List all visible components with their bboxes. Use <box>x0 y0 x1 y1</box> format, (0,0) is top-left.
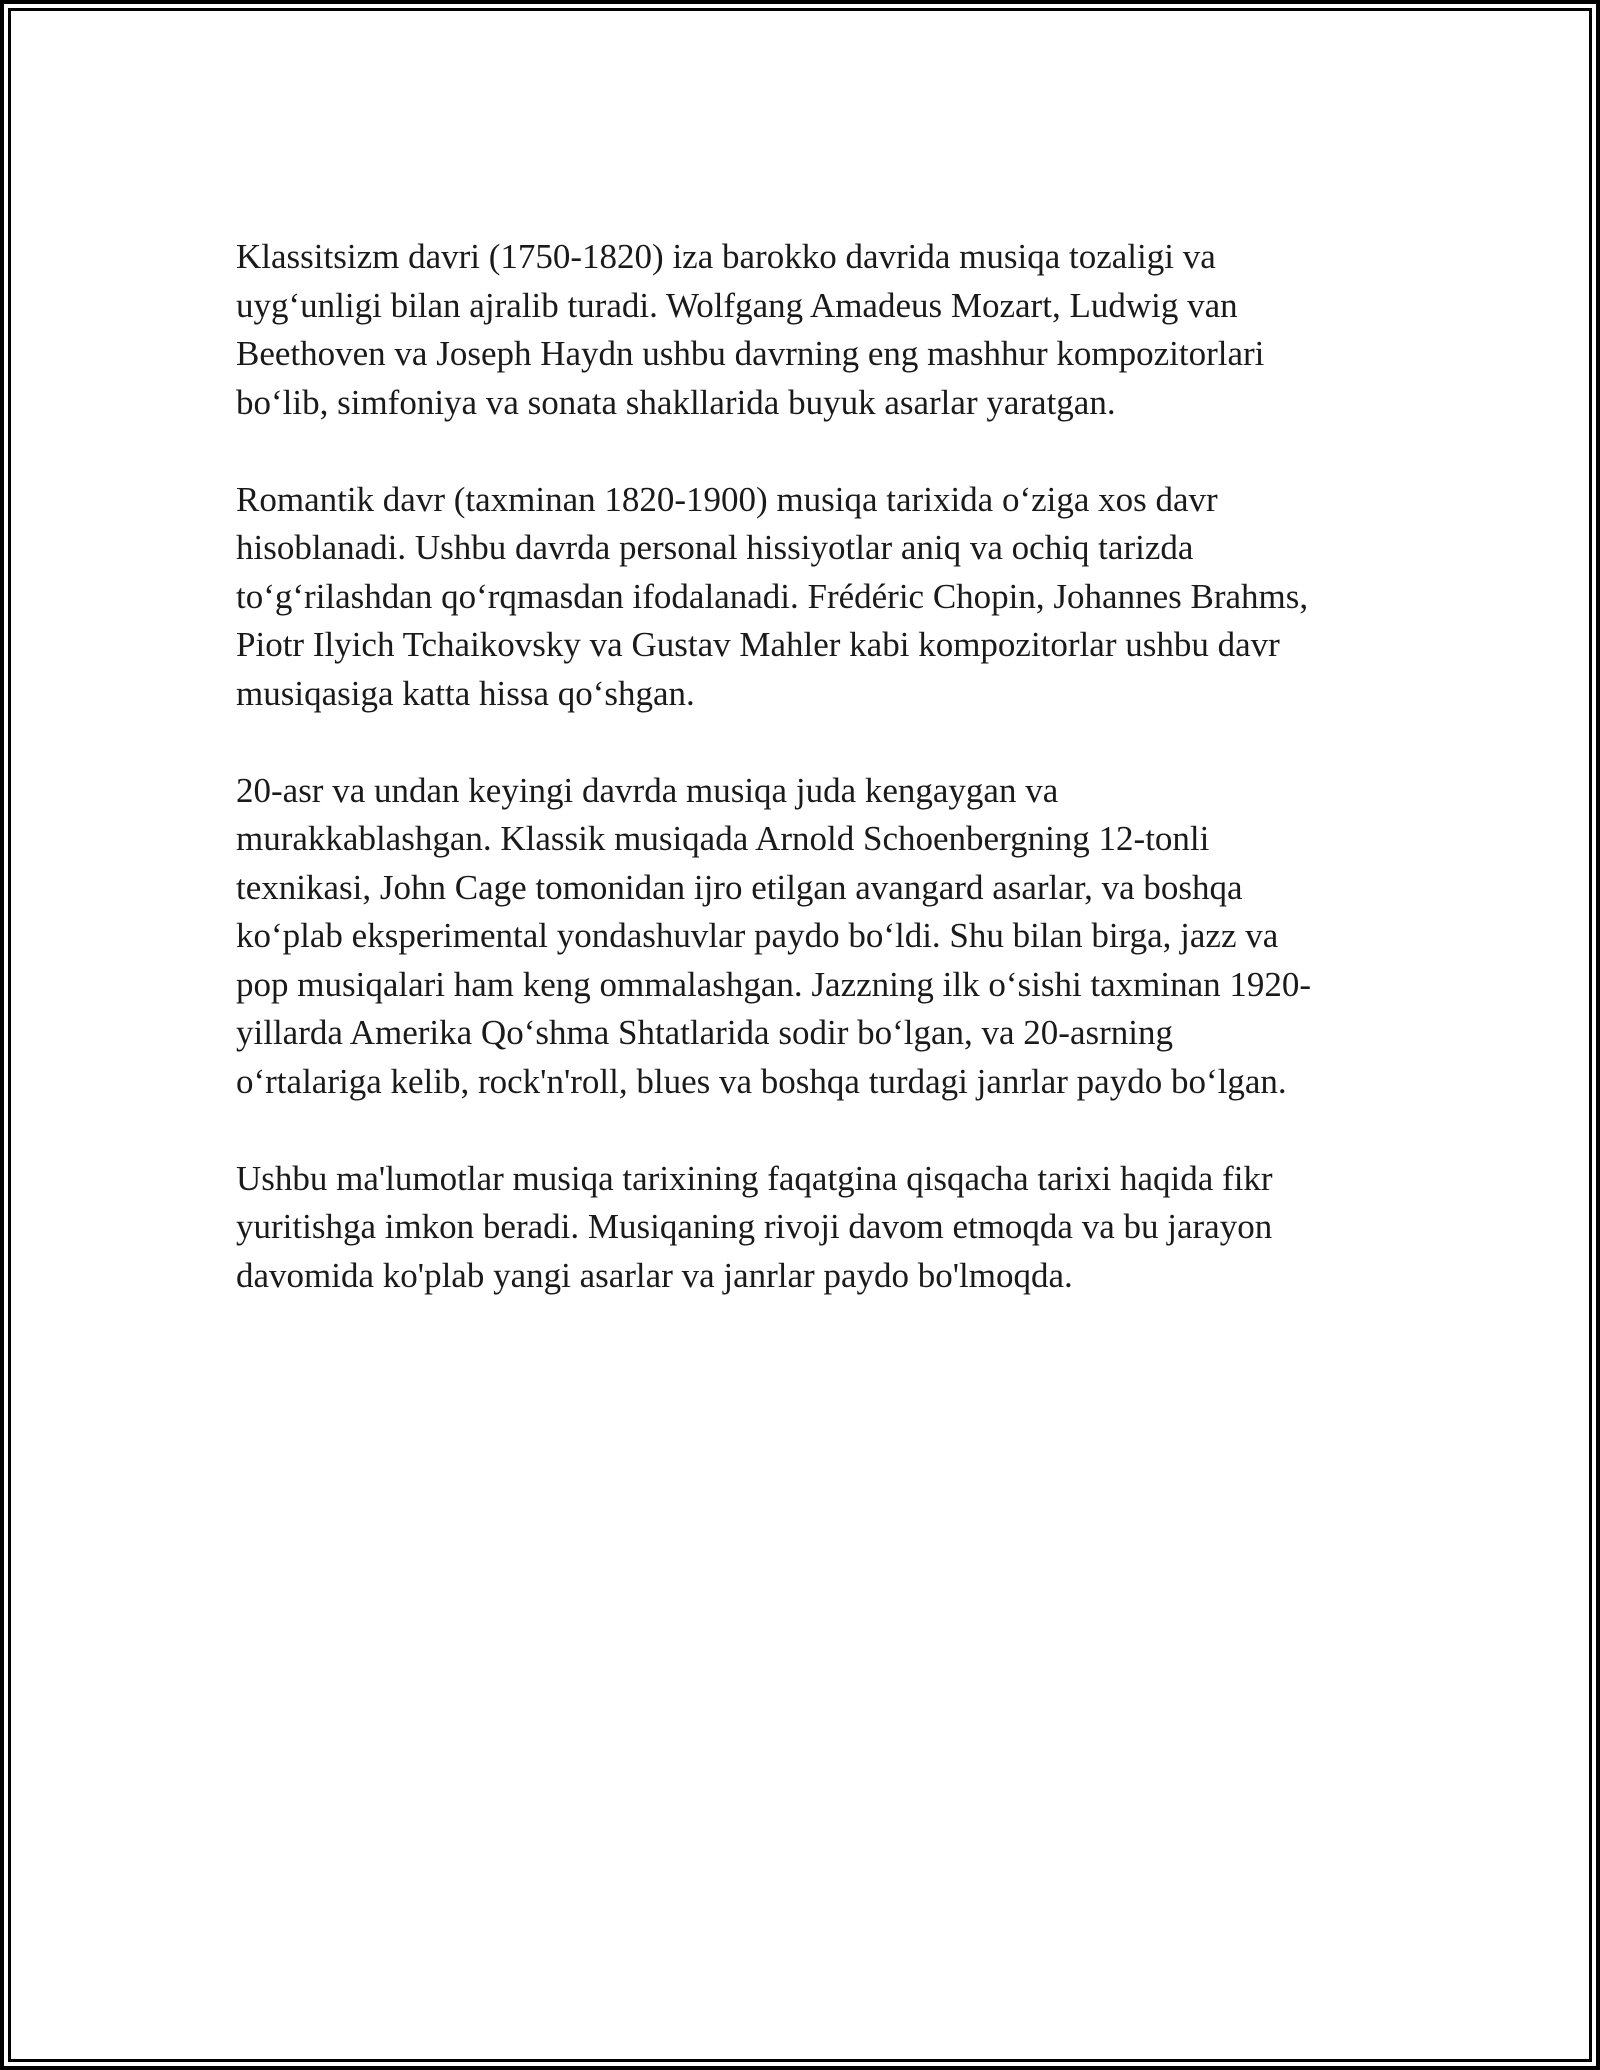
text-line: Ushbu ma'lumotlar musiqa tarixining faqatgina qisqacha tarixi haqida fikr <box>236 1158 1273 1198</box>
text-line: Piotr Ilyich Tchaikovsky va Gustav Mahler kabi kompozitorlar ushbu davr <box>236 625 1280 664</box>
text-line: murakkablashgan. Klassik musiqada Arnold Schoenbergning 12-tonli <box>236 819 1210 858</box>
text-line: Romantik davr (taxminan 1820-1900) musiqa tarixida oʻziga xos davr <box>236 479 1218 519</box>
text-line: boʻlib, simfoniya va sonata shakllarida buyuk asarlar yaratgan. <box>236 382 1116 422</box>
text-line: yuritishga imkon beradi. Musiqaning rivoji davom etmoqda va bu jarayon <box>236 1207 1273 1246</box>
text-line: Klassitsizm davri (1750-1820) iza barokko davrida musiqa tozaligi va <box>236 237 1216 276</box>
text-line: koʻplab eksperimental yondashuvlar paydo boʻldi. Shu bilan birga, jazz va <box>236 916 1279 955</box>
text-line: musiqasiga katta hissa qoʻshgan. <box>236 673 695 713</box>
text-line: 20-asr va undan keyingi davrda musiqa juda kengaygan va <box>236 770 1059 810</box>
paragraph <box>236 233 1416 427</box>
text-line: uygʻunligi bilan ajralib turadi. Wolfgang Amadeus Mozart, Ludwig van <box>236 285 1238 325</box>
paragraph <box>236 767 1416 1107</box>
text-line: toʻgʻrilashdan qoʻrqmasdan ifodalanadi. Frédéric Chopin, Johannes Brahms, <box>236 576 1309 616</box>
paragraph <box>236 1155 1416 1301</box>
text-line: texnikasi, John Cage tomonidan ijro etilgan avangard asarlar, va boshqa <box>236 867 1243 907</box>
text-line: oʻrtalariga kelib, rock'n'roll, blues va boshqa turdagi janrlar paydo boʻlgan. <box>236 1061 1287 1101</box>
text-line: yillarda Amerika Qoʻshma Shtatlarida sodir boʻlgan, va 20-asrning <box>236 1013 1173 1052</box>
text-line: hisoblanadi. Ushbu davrda personal hissiyotlar aniq va ochiq tarizda <box>236 528 1194 567</box>
text-line: Beethoven va Joseph Haydn ushbu davrning eng mashhur kompozitorlari <box>236 334 1265 373</box>
paragraph <box>236 476 1416 719</box>
document-text <box>236 233 1416 1300</box>
text-line: pop musiqalari ham keng ommalashgan. Jazzning ilk oʻsishi taxminan 1920- <box>236 964 1312 1004</box>
text-line: davomida ko'plab yangi asarlar va janrlar paydo bo'lmoqda. <box>236 1255 1073 1295</box>
